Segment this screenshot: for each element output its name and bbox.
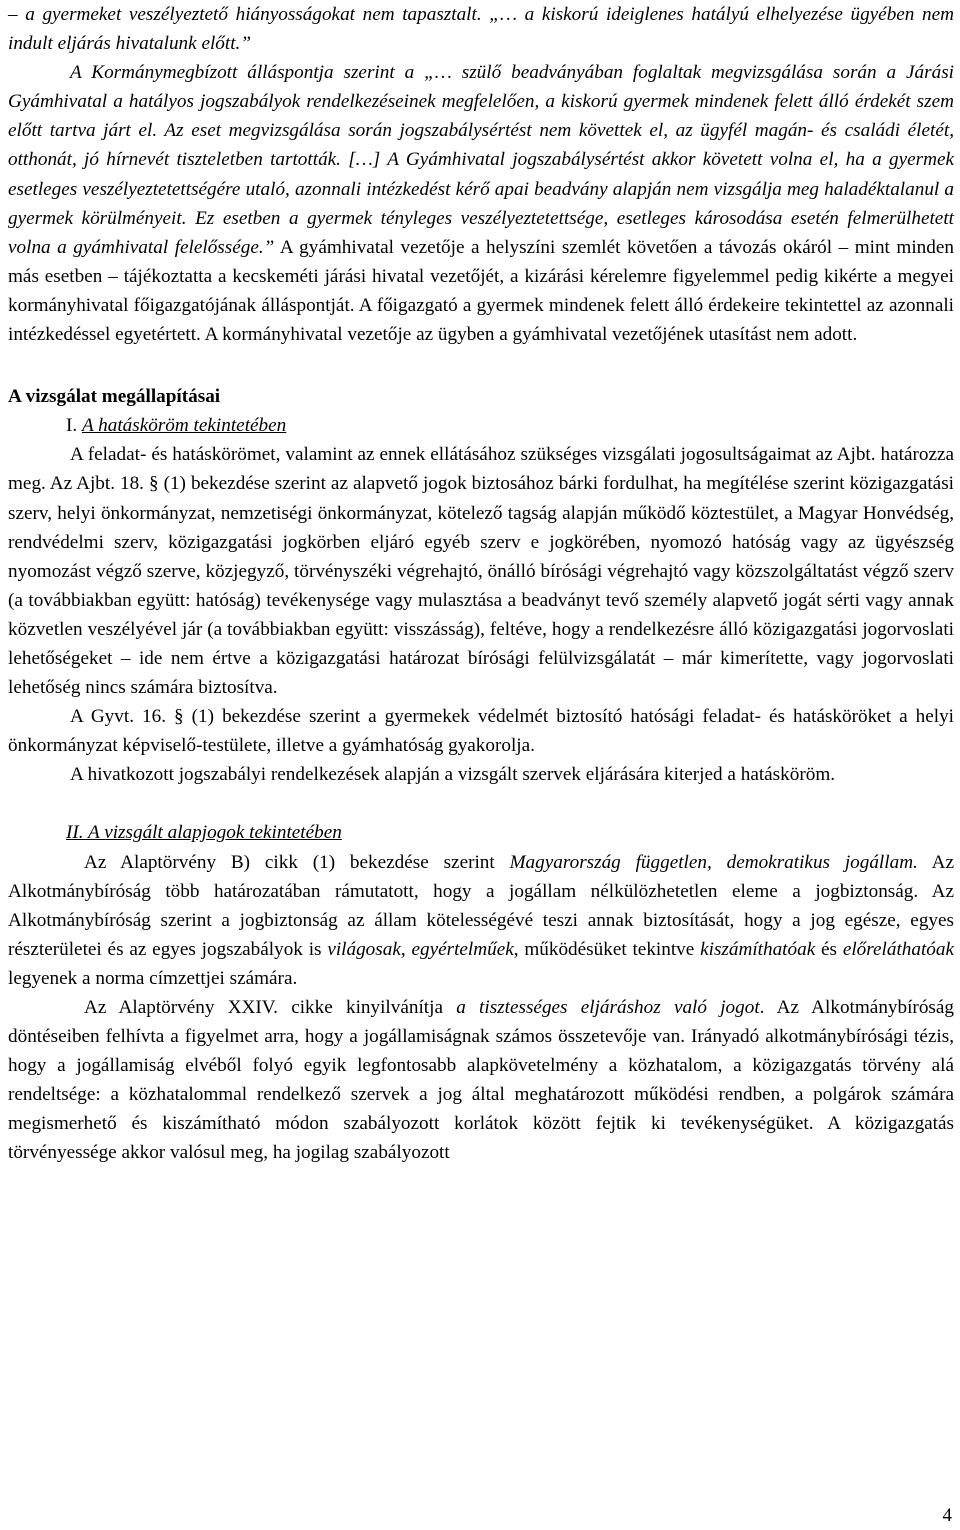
italic-run: világosak	[327, 938, 401, 960]
commissioner-quote: A Kormánymegbízott álláspontja szerint a „… szülő beadványában foglaltak megvizsgálása során a Járási Gyámhivatal a hatályos jogszabályok rendelkezéseinek megfelelően, a kiskorú gyermek mindenek felett álló érdekét szem előtt tartva járt el. Az eset megvizsgálása során jogszabálysértést nem követtek el, az ügyfél magán- és családi életét, otthonát, jó hírnevét tiszteletben tartották. […] A Gyámhivatal jogszabálysértést akkor követett volna el, ha a gyermek esetleges veszélyeztetettségére utaló, azonnali intézkedést kérő apai beadvány alapján nem vizsgálja meg haladéktalanul a gyermek körülményeit. Ez esetben a gyermek tényleges veszélyeztetettsége, esetleges károsodása esetén felmerülhetett volna a gyámhivatal felelőssége.”	[8, 62, 954, 258]
document-page	[8, 0, 954, 1168]
paragraph-fair-procedure	[8, 993, 954, 1168]
quote-text: – a gyermeket veszélyeztető hiányosságokat nem tapasztalt. „… a kiskorú ideiglenes hatályú elhelyezése ügyében nem indult eljárás hivatalunk előtt.”	[8, 4, 954, 55]
italic-run: a tisztességes eljáráshoz való jogot	[456, 997, 760, 1018]
roman-numeral: I.	[66, 415, 78, 437]
commissioner-text: A gyámhivatal vezetője a helyszíni szemlét követően a távozás okáról – mint minden más esetben – tájékoztatta a kecskeméti járási hivatal vezetőjét, a kizárási kérelemre figyelemmel pedig kikérte a megyei kormányhivatal főigazgatójának álláspontját. A főigazgató a gyermek mindenek felett álló érdekeire tekintettel az azonnali intézkedéssel egyetértett. A kormányhivatal vezetője az ügyben a gyámhivatal vezetőjének utasítást nem adott.	[8, 236, 954, 346]
subsection-title: II. A vizsgált alapjogok tekintetében	[66, 822, 342, 844]
paragraph-competence: A feladat- és hatáskörömet, valamint az ennek ellátásához szükséges vizsgálati jogosultságaimat az Ajbt. határozza meg. Az Ajbt. 18. § (1) bekezdése szerint az alapvető jogok biztosához bárki fordulhat, ha megítélése szerint közigazgatási szerv, helyi önkormányzat, nemzetiségi önkormányzat, kötelező tagság alapján működő köztestület, a Magyar Honvédség, rendvédelmi szerv, közigazgatási jogkörben eljáró egyéb szerv e jogkörében, nyomozó hatóság vagy az ügyészség nyomozást végző szerve, közjegyző, törvényszéki végrehajtó, önálló bírósági végrehajtó vagy közszolgáltatást végző szerv (a továbbiakban együtt: hatóság) tevékenysége vagy mulasztása a beadványt tevő személy alapvető jogát sérti vagy annak közvetlen veszélyével jár (a továbbiakban együtt: visszásság), feltéve, hogy a rendelkezésre álló közigazgatási jogorvoslati lehetőségeket – ide nem értve a közigazgatási határozat bírósági felülvizsgálatát – már kimerítette, vagy jogorvoslati lehetőség nincs számára biztosítva.	[8, 444, 954, 699]
subsection-ii-title	[8, 818, 954, 847]
italic-run: Magyarország független, demokratikus jogállam.	[509, 851, 918, 873]
text-run: és	[815, 938, 843, 960]
text-run: ,	[400, 938, 412, 960]
subsection-i-title	[8, 411, 954, 440]
spacer	[8, 789, 954, 818]
paragraph-competence-conclusion: A hivatkozott jogszabályi rendelkezések alapján a vizsgált szervek eljárására kiterjed a hatásköröm.	[70, 764, 836, 786]
paragraph-government-commissioner	[8, 58, 954, 349]
text-run: . Az Alkotmánybíróság döntéseiben felhívta a figyelmet arra, hogy a jogállamiságnak számos összetevője van. Irányadó alkotmánybírósági tézis, hogy a jogállamiság elvéből folyó egyik legfontosabb alapkövetelmény a közhatalom, a közigazgatás törvény alá rendeltsége: a közhatalommal rendelkező szervek a jog által meghatározott működési rendben, a polgárok számára megismerhető és kiszámítható módon szabályozott korlátok között fejtik ki tevékenységüket. A közigazgatás törvényessége akkor valósul meg, ha jogilag szabályozott	[8, 997, 954, 1164]
section-heading: A vizsgálat megállapításai	[8, 386, 221, 408]
subsection-title: A hatásköröm tekintetében	[81, 415, 287, 437]
text-run: Az Alaptörvény XXIV. cikke kinyilvánítja	[84, 997, 457, 1018]
text-run: legyenek a norma címzettjei számára.	[8, 967, 298, 989]
paragraph-gyvt: A Gyvt. 16. § (1) bekezdése szerint a gyermekek védelmét biztosító hatósági feladat- és hatásköröket a helyi önkormányzat képviselő-testülete, illetve a gyámhatóság gyakorolja.	[8, 706, 954, 757]
spacer	[8, 349, 954, 382]
italic-run: előreláthatóak	[842, 938, 955, 960]
page-number: 4	[942, 1505, 952, 1526]
paragraph-intro-quote	[8, 0, 954, 58]
text-run: Az Alkotmánybíróság több határozatában rámutatott, hogy a jogállam nélkülözhetetlen eleme a jogbiztonság. Az Alkotmánybíróság szerint a jogbiztonság az állam kötelességévé teszi annak biztosítását, hogy a jog egésze, egyes részterületei és az egyes jogszabályok is	[8, 851, 954, 960]
paragraph-rule-of-law	[8, 848, 954, 993]
italic-run: kiszámíthatóak	[700, 938, 816, 960]
italic-run: egyértelműek	[411, 938, 514, 960]
text-run: Az Alaptörvény B) cikk (1) bekezdése szerint	[84, 851, 510, 873]
text-run: , működésüket tekintve	[513, 938, 701, 960]
